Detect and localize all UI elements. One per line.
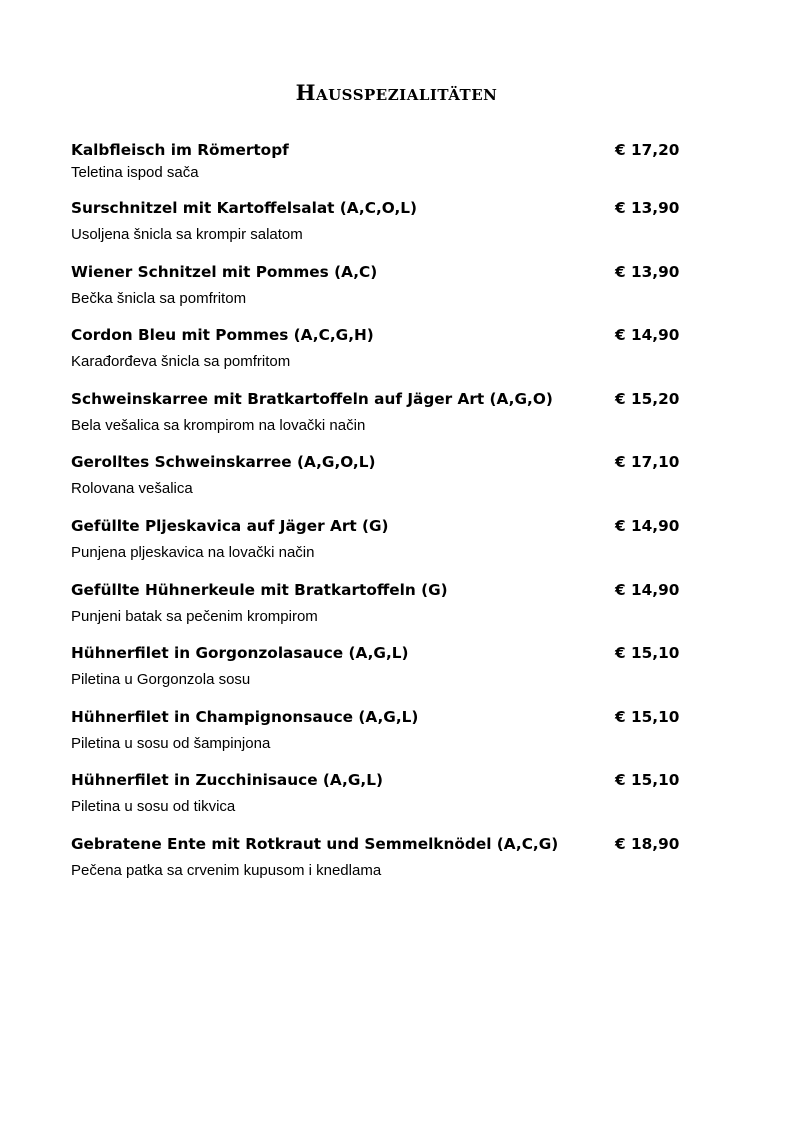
item-name: Surschnitzel mit Kartoffelsalat (A,C,O,L)	[71, 199, 417, 217]
menu-item	[71, 769, 691, 833]
item-price: € 14,90	[615, 326, 680, 345]
item-price: € 15,10	[615, 644, 680, 663]
item-translation: Piletina u sosu od tikvica	[71, 798, 236, 816]
item-translation: Punjena pljeskavica na lovački način	[71, 543, 315, 561]
item-translation: Piletina u Gorgonzola sosu	[71, 671, 251, 689]
item-name: Cordon Bleu mit Pommes (A,C,G,H)	[71, 326, 374, 345]
menu-list	[71, 139, 691, 897]
menu-item	[71, 324, 691, 388]
item-price: € 14,90	[615, 516, 680, 535]
page-title: Hausspezialitäten	[295, 80, 498, 105]
item-name: Hühnerfilet in Champignonsauce (A,G,L)	[71, 707, 419, 726]
item-name: Gefüllte Pljeskavica auf Jäger Art (G)	[71, 516, 389, 535]
item-translation: Rolovana vešalica	[71, 480, 193, 498]
item-translation: Punjeni batak sa pečenim krompirom	[71, 607, 318, 625]
item-price: € 13,90	[615, 262, 680, 281]
item-price: € 18,90	[615, 834, 680, 853]
menu-item	[71, 388, 691, 452]
menu-item	[71, 642, 691, 706]
item-translation: Pečena patka sa crvenim kupusom i knedlama	[71, 861, 382, 879]
item-name: Wiener Schnitzel mit Pommes (A,C)	[71, 262, 378, 281]
item-name: Gebratene Ente mit Rotkraut und Semmelknödel (A,C,G)	[71, 834, 559, 853]
menu-item	[71, 139, 691, 197]
item-translation: Piletina u sosu od šampinjona	[71, 734, 271, 752]
menu-item	[71, 451, 691, 515]
menu-item	[71, 579, 691, 643]
item-price: € 13,90	[615, 199, 680, 217]
item-price: € 15,20	[615, 389, 680, 408]
menu-item	[71, 833, 691, 897]
item-translation: Teletina ispod sača	[71, 164, 199, 181]
item-name: Hühnerfilet in Zucchinisauce (A,G,L)	[71, 771, 383, 790]
item-name: Schweinskarree mit Bratkartoffeln auf Jäger Art (A,G,O)	[71, 389, 553, 408]
item-translation: Bečka šnicla sa pomfritom	[71, 289, 247, 307]
item-price: € 17,10	[615, 453, 680, 472]
item-price: € 15,10	[615, 707, 680, 726]
item-translation: Bela vešalica sa krompirom na lovački način	[71, 416, 366, 434]
item-name: Kalbfleisch im Römertopf	[71, 141, 289, 159]
item-translation: Karađorđeva šnicla sa pomfritom	[71, 353, 291, 371]
item-price: € 17,20	[615, 141, 680, 159]
menu-item	[71, 197, 691, 261]
menu-item	[71, 706, 691, 770]
item-name: Gefüllte Hühnerkeule mit Bratkartoffeln (G)	[71, 580, 448, 599]
item-translation: Usoljena šnicla sa krompir salatom	[71, 226, 303, 243]
menu-item	[71, 261, 691, 325]
menu-item	[71, 515, 691, 579]
item-name: Hühnerfilet in Gorgonzolasauce (A,G,L)	[71, 644, 409, 663]
item-price: € 15,10	[615, 771, 680, 790]
item-name: Gerolltes Schweinskarree (A,G,O,L)	[71, 453, 376, 472]
item-price: € 14,90	[615, 580, 680, 599]
